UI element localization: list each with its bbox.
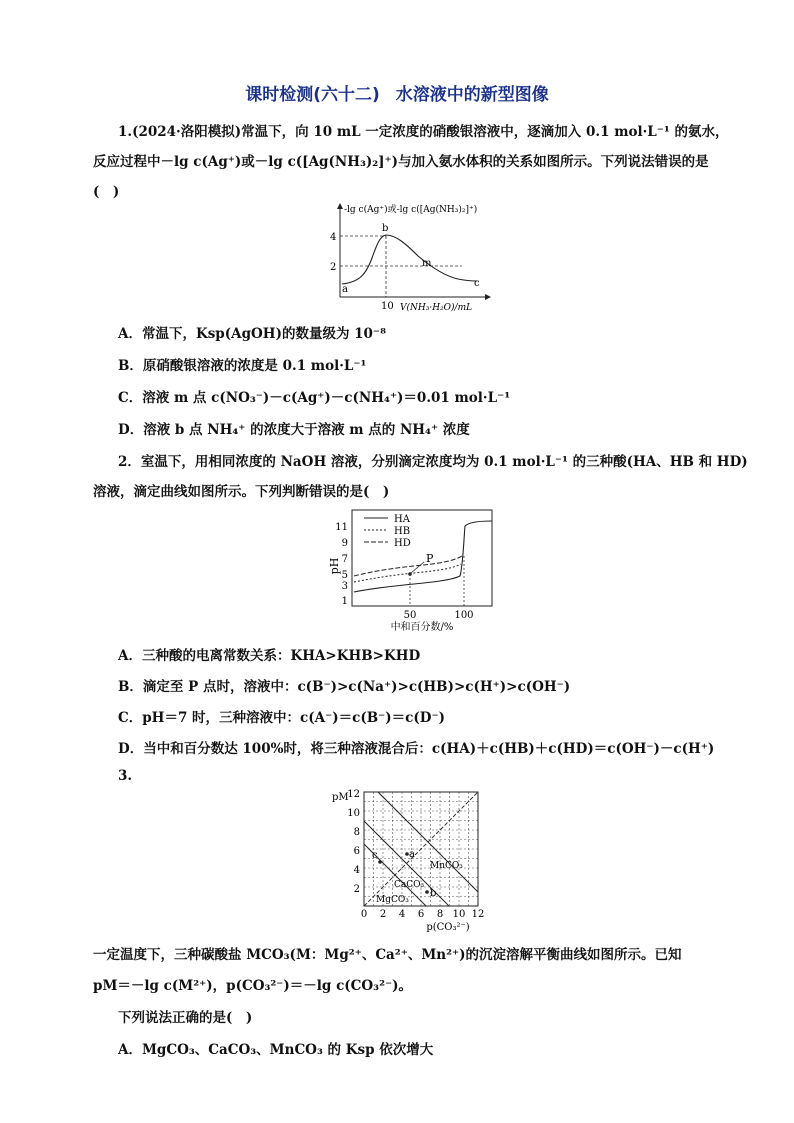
q3-ytick-10: 10 xyxy=(347,808,360,819)
q3-label-caco3: CaCO₃ xyxy=(394,880,425,890)
q2-point-p-label: P xyxy=(426,552,434,565)
q1-point-a: a xyxy=(342,284,348,295)
q3-point-c-text: c xyxy=(372,850,378,861)
q1-point-c: c xyxy=(474,278,480,289)
q1-curve xyxy=(342,235,477,284)
q2-curve-hd xyxy=(354,556,462,576)
q1-option-a: A．常温下，Ksp(AgOH)的数量级为 10⁻⁸ xyxy=(118,326,386,342)
q2-option-b: B．滴定至 P 点时，溶液中：c(B⁻)>c(Na⁺)>c(HB)>c(H⁺)>c(OH⁻) xyxy=(118,679,571,695)
q1-option-c: C．溶液 m 点 c(NO₃⁻)－c(Ag⁺)－c(NH₄⁺)＝0.01 mol·L⁻¹ xyxy=(118,390,511,406)
q1-option-d: D．溶液 b 点 NH₄⁺ 的浓度大于溶液 m 点的 NH₄⁺ 浓度 xyxy=(118,422,470,438)
page-title-right: 水溶液中的新型图像 xyxy=(395,85,549,105)
q3-xtick-4: 4 xyxy=(398,909,406,920)
q2-option-c: C．pH＝7 时，三种溶液中：c(A⁻)＝c(B⁻)＝c(D⁻) xyxy=(118,710,445,726)
q3-point-c xyxy=(378,860,382,864)
q1-option-b: B．原硝酸银溶液的浓度是 0.1 mol·L⁻¹ xyxy=(118,358,367,374)
q2-plot-frame xyxy=(352,510,492,606)
q1-ytick-2: 2 xyxy=(330,262,337,273)
q2-ytick-3: 3 xyxy=(341,581,348,592)
q2-curve-ha xyxy=(354,521,492,592)
q1-point-b: b xyxy=(382,223,389,234)
q3-ytick-2: 2 xyxy=(353,884,360,895)
q3-option-a: A．MgCO₃、CaCO₃、MnCO₃ 的 Ksp 依次增大 xyxy=(118,1042,434,1058)
q1-xtick-10: 10 xyxy=(381,301,394,312)
q2-stem-line1: 2．室温下，用相同浓度的 NaOH 溶液，分别滴定浓度均为 0.1 mol·L⁻¹ 的三种酸(HA、HB 和 HD) xyxy=(118,454,748,470)
q3-stem-line1: 一定温度下，三种碳酸盐 MCO₃(M：Mg²⁺、Ca²⁺、Mn²⁺)的沉淀溶解平衡曲线如图所示。已知 xyxy=(93,947,682,963)
q1-stem-line3: ( ) xyxy=(93,184,120,200)
q3-point-b xyxy=(425,890,429,894)
q1-ytick-4: 4 xyxy=(330,232,337,243)
page-title xyxy=(0,80,794,105)
q1-ylabel: -lg c(Ag⁺)或-lg c([Ag(NH₃)₂]⁺) xyxy=(344,205,478,215)
q3-label-mgco3: MgCO₃ xyxy=(376,895,409,905)
q2-ytick-5: 5 xyxy=(341,570,348,581)
q2-option-a: A．三种酸的电离常数关系：KHA>KHB>KHD xyxy=(118,648,421,664)
q3-ytick-4: 4 xyxy=(353,865,360,876)
q2-ytick-1: 1 xyxy=(341,596,348,607)
q3-xtick-6: 6 xyxy=(417,909,425,920)
q1-stem-line1: 1.(2024·洛阳模拟)常温下，向 10 mL 一定浓度的硝酸银溶液中，逐滴加入 0.1 mol·L⁻¹ 的氨水， xyxy=(118,124,729,140)
q3-xtick-0: 0 xyxy=(360,909,368,920)
q2-ytick-11: 11 xyxy=(335,522,348,533)
page-title-left: 课时检测(六十二) xyxy=(245,85,380,105)
q3-label-mnco3: MnCO₃ xyxy=(430,861,463,871)
q2-xtick-100: 100 xyxy=(454,610,474,621)
q3-stem-line2: pM＝－lg c(M²⁺)，p(CO₃²⁻)＝－lg c(CO₃²⁻)。 xyxy=(93,978,413,994)
q2-chart xyxy=(324,506,496,638)
q3-ylabel: pM xyxy=(332,792,349,803)
q1-point-m: m xyxy=(422,258,432,269)
q2-ytick-7: 7 xyxy=(341,554,348,565)
q1-chart xyxy=(322,198,502,318)
q3-stem-line3: 下列说法正确的是( ) xyxy=(118,1010,253,1026)
q2-stem-line2: 溶液，滴定曲线如图所示。下列判断错误的是( ) xyxy=(93,484,390,500)
q2-ytick-9: 9 xyxy=(341,538,348,549)
q3-ytick-12: 12 xyxy=(347,789,360,800)
q2-option-d: D．当中和百分数达 100%时，将三种溶液混合后：c(HA)＋c(HB)＋c(HD)＝c(OH⁻)－c(H⁺) xyxy=(118,741,715,757)
q3-chart xyxy=(328,786,488,934)
q2-legend-hd: HD xyxy=(394,538,411,549)
q2-legend-hb: HB xyxy=(394,526,411,537)
q3-point-a-text: a xyxy=(409,849,415,860)
q3-xtick-10: 10 xyxy=(452,909,466,920)
q2-ylabel: pH xyxy=(328,557,341,575)
q2-legend-ha: HA xyxy=(394,514,410,525)
q3-xtick-12: 12 xyxy=(471,909,485,920)
q3-ytick-6: 6 xyxy=(353,846,360,857)
q3-xtick-8: 8 xyxy=(436,909,444,920)
q1-xlabel: V(NH₃·H₂O)/mL xyxy=(400,303,473,313)
q2-xtick-50: 50 xyxy=(403,610,417,621)
q1-stem-line2: 反应过程中－lg c(Ag⁺)或－lg c([Ag(NH₃)₂]⁺)与加入氨水体积的关系如图所示。下列说法错误的是 xyxy=(93,154,709,170)
q3-xtick-2: 2 xyxy=(379,909,387,920)
q2-curve-hb xyxy=(354,564,461,582)
q2-xlabel: 中和百分数/% xyxy=(390,622,454,633)
q3-xlabel: p(CO₃²⁻) xyxy=(426,922,470,933)
q3-point-b-text: b xyxy=(430,888,437,899)
q3-number: 3. xyxy=(118,768,133,784)
q3-ytick-8: 8 xyxy=(353,827,360,838)
